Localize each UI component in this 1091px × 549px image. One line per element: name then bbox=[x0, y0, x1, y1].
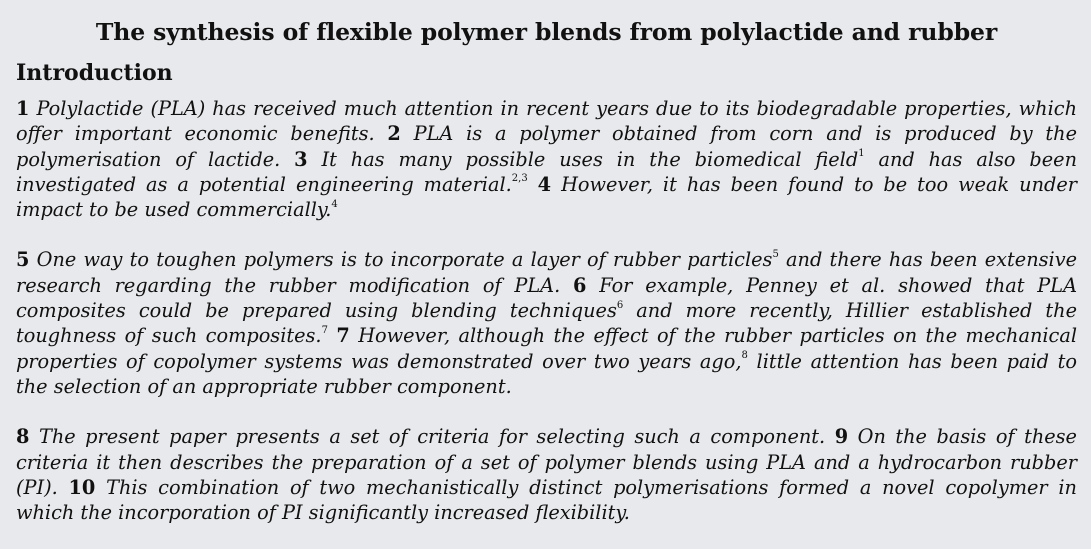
sentence-4: However, it has been found to be too weak under impact to be used commercially. bbox=[16, 172, 1077, 222]
sentence-8: The present paper presents a set of criteria for selecting such a component. bbox=[38, 425, 826, 449]
sentence-1: Polylactide (PLA) has received much attention in recent years due to its biodegradable properties, which offer important economic benefits. bbox=[16, 97, 1077, 146]
citation-ref: 6 bbox=[616, 299, 624, 311]
sentence-6b: and more recently, Hillier established the toughness of such composites. bbox=[16, 299, 1077, 348]
sentence-6a: For example, Penney et al. showed that PLA composites could be prepared using blending techniques bbox=[16, 273, 1077, 323]
section-heading: Introduction bbox=[16, 60, 173, 86]
citation-ref: 8 bbox=[741, 350, 748, 362]
sentence-9: On the basis of these criteria it then describes the preparation of a set of polymer blends using PLA and a hydrocarbon rubber (PI). bbox=[16, 425, 1077, 499]
sentence-number: 8 bbox=[16, 425, 30, 449]
sentence-number: 9 bbox=[834, 425, 849, 449]
paragraph-3 bbox=[16, 424, 1077, 525]
sentence-7b: little attention has been paid to the selection of an appropriate rubber component. bbox=[16, 349, 1077, 398]
paper-title: The synthesis of flexible polymer blends from polylactide and rubber bbox=[95, 18, 998, 46]
sentence-number: 5 bbox=[16, 248, 30, 272]
citation-ref: 5 bbox=[772, 249, 779, 261]
citation-ref: 2,3 bbox=[511, 173, 528, 185]
sentence-number: 7 bbox=[336, 324, 350, 348]
sentence-3a: It has many possible uses in the biomedical field bbox=[321, 147, 859, 171]
sentence-number: 6 bbox=[573, 273, 587, 297]
sentence-7a: However, although the effect of the rubber particles on the mechanical properties of copolymer systems was demonstrated over two years ago, bbox=[16, 324, 1077, 373]
sentence-2: PLA is a polymer obtained from corn and is produced by the polymerisation of lactide. bbox=[16, 122, 1077, 171]
sentence-10: This combination of two mechanistically distinct polymerisations formed a novel copolymer in which the incorporation of PI significantly increased flexibility. bbox=[16, 475, 1077, 525]
sentence-number: 1 bbox=[16, 97, 30, 120]
citation-ref: 4 bbox=[331, 198, 338, 210]
sentence-number: 2 bbox=[387, 122, 401, 146]
citation-ref: 1 bbox=[858, 148, 865, 160]
sentence-5a: One way to toughen polymers is to incorporate a layer of rubber particles bbox=[36, 248, 773, 272]
sentence-5b: and there has been extensive research regarding the rubber modification of PLA. bbox=[16, 248, 1077, 297]
citation-ref: 7 bbox=[321, 324, 328, 336]
sentence-number: 10 bbox=[68, 475, 96, 499]
sentence-number: 3 bbox=[294, 147, 308, 171]
sentence-number: 4 bbox=[537, 172, 552, 196]
sentence-3b: and has also been investigated as a potential engineering material. bbox=[16, 147, 1077, 196]
paragraph-2 bbox=[16, 247, 1077, 399]
paragraph-1 bbox=[16, 96, 1077, 222]
